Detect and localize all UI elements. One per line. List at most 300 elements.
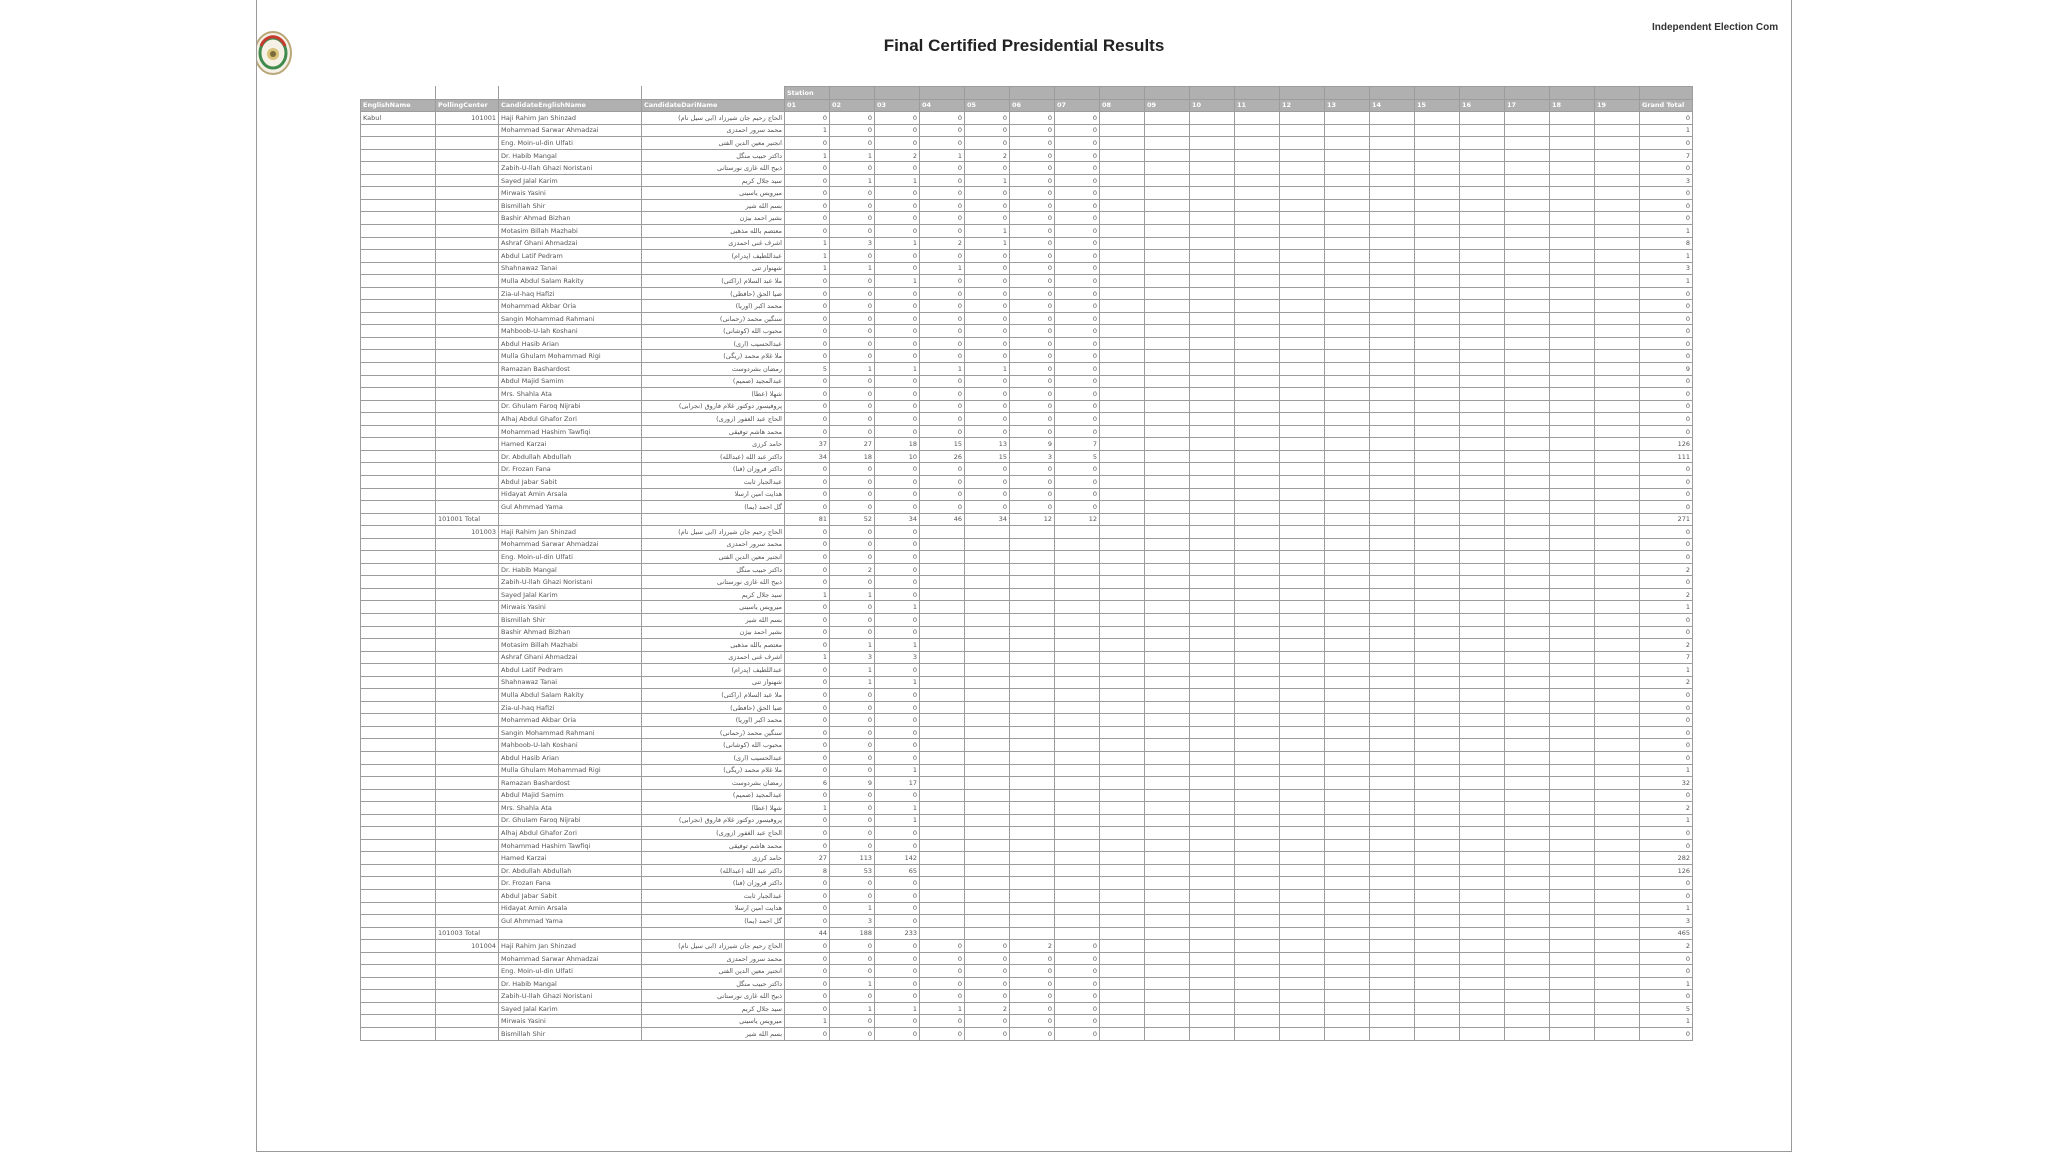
station-vote-cell: 0 bbox=[830, 739, 875, 752]
station-vote-cell bbox=[1145, 651, 1190, 664]
station-vote-cell bbox=[1325, 777, 1370, 790]
station-vote-cell bbox=[1415, 751, 1460, 764]
station-vote-cell: 0 bbox=[1055, 1015, 1100, 1028]
grand-total-cell: 0 bbox=[1640, 952, 1693, 965]
station-vote-cell bbox=[1280, 513, 1325, 526]
station-vote-cell bbox=[1415, 789, 1460, 802]
station-vote-cell bbox=[1145, 425, 1190, 438]
station-vote-cell: 3 bbox=[830, 651, 875, 664]
station-vote-cell bbox=[1595, 839, 1640, 852]
station-vote-cell bbox=[1505, 350, 1550, 363]
station-vote-cell bbox=[965, 802, 1010, 815]
station-vote-cell: 0 bbox=[785, 300, 830, 313]
station-vote-cell: 0 bbox=[785, 576, 830, 589]
province-cell bbox=[361, 501, 436, 514]
station-vote-cell bbox=[1145, 802, 1190, 815]
station-vote-cell bbox=[1190, 375, 1235, 388]
candidate-english-name bbox=[499, 513, 642, 526]
station-vote-cell: 0 bbox=[875, 890, 920, 903]
candidate-dari-name: ذبیح الله غازی نورستانی bbox=[642, 990, 785, 1003]
station-vote-cell bbox=[1100, 714, 1145, 727]
polling-center-total-label: 101003 Total bbox=[436, 927, 499, 940]
station-vote-cell bbox=[920, 877, 965, 890]
province-cell bbox=[361, 726, 436, 739]
province-cell bbox=[361, 375, 436, 388]
station-vote-cell bbox=[1190, 777, 1235, 790]
header-cell bbox=[875, 87, 920, 100]
grand-total-cell: 1 bbox=[1640, 814, 1693, 827]
station-vote-cell bbox=[1280, 124, 1325, 137]
station-vote-cell bbox=[1505, 877, 1550, 890]
province-cell bbox=[361, 475, 436, 488]
station-vote-cell bbox=[1235, 388, 1280, 401]
station-vote-cell: 52 bbox=[830, 513, 875, 526]
polling-center-cell bbox=[436, 576, 499, 589]
station-vote-cell: 0 bbox=[785, 764, 830, 777]
station-vote-cell: 0 bbox=[785, 990, 830, 1003]
polling-center-cell bbox=[436, 701, 499, 714]
station-vote-cell bbox=[1460, 977, 1505, 990]
station-vote-cell bbox=[1235, 739, 1280, 752]
station-vote-cell bbox=[1145, 225, 1190, 238]
column-header: 10 bbox=[1190, 99, 1235, 112]
station-vote-cell bbox=[1460, 225, 1505, 238]
station-vote-cell bbox=[1100, 676, 1145, 689]
station-vote-cell bbox=[1235, 626, 1280, 639]
station-vote-cell bbox=[1055, 751, 1100, 764]
header-cell bbox=[920, 87, 965, 100]
station-vote-cell bbox=[1595, 325, 1640, 338]
station-vote-cell bbox=[1010, 739, 1055, 752]
station-vote-cell bbox=[1280, 287, 1325, 300]
station-vote-cell bbox=[1145, 287, 1190, 300]
station-vote-cell: 0 bbox=[875, 425, 920, 438]
station-vote-cell: 3 bbox=[1010, 450, 1055, 463]
station-vote-cell bbox=[1280, 751, 1325, 764]
station-vote-cell bbox=[1190, 262, 1235, 275]
grand-total-cell: 2 bbox=[1640, 940, 1693, 953]
station-vote-cell: 0 bbox=[965, 162, 1010, 175]
station-vote-cell bbox=[1460, 312, 1505, 325]
candidate-english-name: Mohammad Akbar Oria bbox=[499, 300, 642, 313]
grand-total-cell: 0 bbox=[1640, 199, 1693, 212]
candidate-dari-name: ملا غلام محمد (ریگی) bbox=[642, 350, 785, 363]
polling-center-cell bbox=[436, 350, 499, 363]
province-cell bbox=[361, 701, 436, 714]
station-vote-cell bbox=[1190, 312, 1235, 325]
station-vote-cell bbox=[1145, 626, 1190, 639]
station-vote-cell: 0 bbox=[830, 325, 875, 338]
station-vote-cell bbox=[1010, 551, 1055, 564]
station-vote-cell: 0 bbox=[965, 187, 1010, 200]
station-vote-cell bbox=[1325, 199, 1370, 212]
station-vote-cell: 0 bbox=[1010, 174, 1055, 187]
polling-center-cell bbox=[436, 563, 499, 576]
candidate-english-name: Abdul Latif Pedram bbox=[499, 250, 642, 263]
station-vote-cell bbox=[1550, 990, 1595, 1003]
station-vote-cell bbox=[1370, 751, 1415, 764]
station-vote-cell bbox=[1190, 363, 1235, 376]
candidate-dari-name: عبدالجبار ثابت bbox=[642, 475, 785, 488]
station-vote-cell bbox=[1325, 463, 1370, 476]
station-vote-cell bbox=[1325, 751, 1370, 764]
station-vote-cell bbox=[1505, 225, 1550, 238]
station-vote-cell bbox=[1190, 902, 1235, 915]
station-vote-cell bbox=[1370, 588, 1415, 601]
station-vote-cell bbox=[1370, 739, 1415, 752]
station-vote-cell: 0 bbox=[1010, 112, 1055, 125]
station-vote-cell bbox=[1370, 915, 1415, 928]
station-vote-cell bbox=[1595, 977, 1640, 990]
grand-total-cell: 1 bbox=[1640, 764, 1693, 777]
candidate-dari-name: محمد هاشم توفیقی bbox=[642, 425, 785, 438]
table-row bbox=[361, 375, 1693, 388]
results-table bbox=[360, 86, 1693, 1041]
station-vote-cell: 0 bbox=[875, 526, 920, 539]
station-vote-cell bbox=[1370, 613, 1415, 626]
grand-total-cell: 0 bbox=[1640, 337, 1693, 350]
province-cell bbox=[361, 438, 436, 451]
station-vote-cell bbox=[1505, 563, 1550, 576]
province-cell bbox=[361, 990, 436, 1003]
station-vote-cell: 0 bbox=[830, 613, 875, 626]
station-vote-cell bbox=[1235, 664, 1280, 677]
station-vote-cell bbox=[1280, 199, 1325, 212]
station-vote-cell: 0 bbox=[785, 902, 830, 915]
candidate-english-name: Dr. Habib Mangal bbox=[499, 563, 642, 576]
station-vote-cell: 0 bbox=[830, 526, 875, 539]
station-vote-cell: 0 bbox=[875, 250, 920, 263]
station-vote-cell bbox=[1100, 501, 1145, 514]
station-vote-cell bbox=[1190, 764, 1235, 777]
station-vote-cell bbox=[1145, 137, 1190, 150]
station-vote-cell bbox=[1505, 839, 1550, 852]
station-vote-cell bbox=[1595, 225, 1640, 238]
station-vote-cell bbox=[1595, 475, 1640, 488]
station-vote-cell bbox=[1100, 626, 1145, 639]
station-vote-cell bbox=[1550, 162, 1595, 175]
station-vote-cell bbox=[1415, 287, 1460, 300]
station-vote-cell bbox=[1370, 639, 1415, 652]
station-vote-cell: 0 bbox=[965, 940, 1010, 953]
station-vote-cell: 1 bbox=[830, 262, 875, 275]
station-vote-cell: 12 bbox=[1010, 513, 1055, 526]
station-vote-cell bbox=[1235, 337, 1280, 350]
column-header: PollingCenter bbox=[436, 99, 499, 112]
station-vote-cell bbox=[1505, 425, 1550, 438]
province-cell bbox=[361, 149, 436, 162]
station-vote-cell bbox=[1595, 1028, 1640, 1041]
station-vote-cell bbox=[1505, 287, 1550, 300]
polling-center-cell bbox=[436, 639, 499, 652]
station-vote-cell bbox=[965, 588, 1010, 601]
province-cell bbox=[361, 1028, 436, 1041]
station-vote-cell bbox=[1235, 513, 1280, 526]
province-cell bbox=[361, 187, 436, 200]
station-vote-cell bbox=[1595, 965, 1640, 978]
station-vote-cell bbox=[1505, 388, 1550, 401]
station-vote-cell bbox=[1460, 363, 1505, 376]
column-header: 08 bbox=[1100, 99, 1145, 112]
polling-center-cell bbox=[436, 613, 499, 626]
station-vote-cell bbox=[1100, 777, 1145, 790]
table-row bbox=[361, 262, 1693, 275]
station-vote-cell bbox=[1460, 513, 1505, 526]
station-vote-cell bbox=[1280, 827, 1325, 840]
station-vote-cell: 0 bbox=[1010, 300, 1055, 313]
station-vote-cell bbox=[1460, 651, 1505, 664]
station-vote-cell bbox=[920, 714, 965, 727]
header-spacer bbox=[361, 87, 436, 100]
station-vote-cell bbox=[1325, 262, 1370, 275]
station-vote-cell bbox=[1595, 350, 1640, 363]
table-row bbox=[361, 576, 1693, 589]
station-vote-cell bbox=[1505, 613, 1550, 626]
station-vote-cell bbox=[1415, 626, 1460, 639]
station-vote-cell bbox=[1370, 839, 1415, 852]
candidate-english-name: Bismillah Shir bbox=[499, 1028, 642, 1041]
station-vote-cell: 0 bbox=[830, 287, 875, 300]
station-vote-cell bbox=[1370, 990, 1415, 1003]
grand-total-cell: 282 bbox=[1640, 852, 1693, 865]
station-vote-cell bbox=[1460, 664, 1505, 677]
grand-total-cell: 32 bbox=[1640, 777, 1693, 790]
header-cell bbox=[830, 87, 875, 100]
station-vote-cell bbox=[1460, 1028, 1505, 1041]
station-vote-cell: 0 bbox=[830, 990, 875, 1003]
station-vote-cell bbox=[1100, 551, 1145, 564]
station-vote-cell bbox=[1145, 777, 1190, 790]
province-cell bbox=[361, 651, 436, 664]
station-vote-cell bbox=[1010, 927, 1055, 940]
station-vote-cell bbox=[1055, 877, 1100, 890]
station-vote-cell bbox=[1100, 764, 1145, 777]
station-vote-cell: 0 bbox=[1010, 363, 1055, 376]
station-vote-cell bbox=[1460, 726, 1505, 739]
polling-center-total-label: 101001 Total bbox=[436, 513, 499, 526]
station-vote-cell: 0 bbox=[785, 388, 830, 401]
station-vote-cell: 0 bbox=[1055, 124, 1100, 137]
station-vote-cell: 0 bbox=[1010, 388, 1055, 401]
station-vote-cell: 0 bbox=[1055, 413, 1100, 426]
candidate-english-name: Zabih-U-llah Ghazi Noristani bbox=[499, 990, 642, 1003]
station-vote-cell bbox=[1145, 864, 1190, 877]
station-vote-cell: 1 bbox=[965, 363, 1010, 376]
station-vote-cell bbox=[1100, 438, 1145, 451]
table-row bbox=[361, 501, 1693, 514]
station-vote-cell bbox=[1235, 940, 1280, 953]
table-row bbox=[361, 802, 1693, 815]
station-vote-cell: 0 bbox=[920, 312, 965, 325]
station-vote-cell bbox=[1325, 576, 1370, 589]
table-row bbox=[361, 902, 1693, 915]
station-vote-cell: 81 bbox=[785, 513, 830, 526]
grand-total-cell: 0 bbox=[1640, 739, 1693, 752]
province-cell bbox=[361, 124, 436, 137]
station-vote-cell: 1 bbox=[965, 237, 1010, 250]
station-vote-cell bbox=[1235, 651, 1280, 664]
station-vote-cell bbox=[1505, 902, 1550, 915]
station-vote-cell: 0 bbox=[1055, 940, 1100, 953]
grand-total-cell: 1 bbox=[1640, 664, 1693, 677]
station-vote-cell bbox=[1370, 450, 1415, 463]
station-vote-cell bbox=[1370, 162, 1415, 175]
station-vote-cell bbox=[1280, 852, 1325, 865]
station-vote-cell bbox=[1235, 551, 1280, 564]
station-vote-cell bbox=[920, 915, 965, 928]
header-cell bbox=[1460, 87, 1505, 100]
station-vote-cell bbox=[1595, 952, 1640, 965]
station-vote-cell bbox=[1145, 739, 1190, 752]
station-vote-cell bbox=[1235, 250, 1280, 263]
station-vote-cell bbox=[1100, 287, 1145, 300]
station-vote-cell: 0 bbox=[785, 613, 830, 626]
station-vote-cell bbox=[1145, 1002, 1190, 1015]
station-vote-cell bbox=[1325, 425, 1370, 438]
station-vote-cell bbox=[920, 764, 965, 777]
station-vote-cell bbox=[1460, 325, 1505, 338]
candidate-dari-name: داکتر حبیب منگل bbox=[642, 563, 785, 576]
candidate-dari-name: ملا غلام محمد (ریگی) bbox=[642, 764, 785, 777]
station-vote-cell bbox=[1550, 613, 1595, 626]
station-vote-cell bbox=[965, 563, 1010, 576]
station-vote-cell bbox=[1010, 877, 1055, 890]
station-vote-cell bbox=[1145, 827, 1190, 840]
station-vote-cell: 0 bbox=[875, 689, 920, 702]
station-vote-cell bbox=[1100, 312, 1145, 325]
station-vote-cell bbox=[1370, 538, 1415, 551]
station-vote-cell bbox=[1595, 764, 1640, 777]
station-vote-cell: 0 bbox=[785, 551, 830, 564]
station-vote-cell bbox=[1325, 563, 1370, 576]
station-vote-cell: 0 bbox=[1055, 990, 1100, 1003]
candidate-dari-name: بشیر احمد بیژن bbox=[642, 212, 785, 225]
table-row bbox=[361, 275, 1693, 288]
station-vote-cell bbox=[1280, 890, 1325, 903]
station-vote-cell bbox=[1460, 174, 1505, 187]
station-vote-cell bbox=[1460, 488, 1505, 501]
station-vote-cell bbox=[1055, 613, 1100, 626]
station-vote-cell bbox=[1505, 312, 1550, 325]
station-vote-cell bbox=[1100, 463, 1145, 476]
station-vote-cell bbox=[1235, 1028, 1280, 1041]
station-vote-cell: 0 bbox=[875, 501, 920, 514]
station-vote-cell bbox=[1280, 375, 1325, 388]
station-vote-cell bbox=[1505, 664, 1550, 677]
station-vote-cell: 0 bbox=[1010, 325, 1055, 338]
station-vote-cell bbox=[1505, 639, 1550, 652]
candidate-english-name: Sayed Jalal Karim bbox=[499, 174, 642, 187]
station-vote-cell bbox=[1325, 337, 1370, 350]
table-row bbox=[361, 689, 1693, 702]
station-vote-cell bbox=[1550, 1028, 1595, 1041]
station-vote-cell bbox=[1415, 237, 1460, 250]
polling-center-cell bbox=[436, 827, 499, 840]
station-vote-cell bbox=[1415, 1002, 1460, 1015]
header-cell bbox=[1325, 87, 1370, 100]
station-vote-cell bbox=[1100, 174, 1145, 187]
station-vote-cell bbox=[1550, 463, 1595, 476]
station-vote-cell: 0 bbox=[1010, 488, 1055, 501]
station-vote-cell bbox=[1415, 501, 1460, 514]
station-vote-cell: 0 bbox=[830, 1028, 875, 1041]
station-vote-cell bbox=[1145, 312, 1190, 325]
station-vote-cell: 0 bbox=[875, 287, 920, 300]
station-vote-cell bbox=[1145, 375, 1190, 388]
station-vote-cell bbox=[1460, 576, 1505, 589]
table-row bbox=[361, 563, 1693, 576]
table-row bbox=[361, 199, 1693, 212]
station-vote-cell bbox=[965, 877, 1010, 890]
station-vote-cell bbox=[1595, 664, 1640, 677]
station-vote-cell bbox=[1415, 149, 1460, 162]
station-vote-cell bbox=[1550, 827, 1595, 840]
station-vote-cell: 0 bbox=[965, 463, 1010, 476]
station-vote-cell: 0 bbox=[785, 538, 830, 551]
station-vote-cell bbox=[1145, 814, 1190, 827]
candidate-dari-name: محمد اکبر (اوریا) bbox=[642, 300, 785, 313]
station-vote-cell bbox=[1280, 149, 1325, 162]
candidate-dari-name: بسم الله شیر bbox=[642, 613, 785, 626]
station-vote-cell: 0 bbox=[920, 337, 965, 350]
station-vote-cell: 0 bbox=[785, 839, 830, 852]
station-vote-cell bbox=[1325, 613, 1370, 626]
station-vote-cell bbox=[1190, 890, 1235, 903]
station-vote-cell bbox=[1460, 463, 1505, 476]
candidate-english-name: Dr. Habib Mangal bbox=[499, 149, 642, 162]
station-vote-cell bbox=[1370, 764, 1415, 777]
station-vote-cell: 0 bbox=[830, 375, 875, 388]
station-vote-cell bbox=[1550, 551, 1595, 564]
candidate-dari-name: الحاج عبد الغفور (زوری) bbox=[642, 413, 785, 426]
grand-total-cell: 271 bbox=[1640, 513, 1693, 526]
candidate-dari-name: عبدالحسیب (اری) bbox=[642, 337, 785, 350]
grand-total-cell: 0 bbox=[1640, 375, 1693, 388]
station-vote-cell bbox=[1595, 751, 1640, 764]
station-vote-cell: 0 bbox=[875, 613, 920, 626]
station-vote-cell bbox=[1145, 551, 1190, 564]
station-vote-cell bbox=[1370, 187, 1415, 200]
grand-total-cell: 0 bbox=[1640, 187, 1693, 200]
polling-center-cell bbox=[436, 664, 499, 677]
station-vote-cell: 1 bbox=[875, 764, 920, 777]
polling-center-cell bbox=[436, 1002, 499, 1015]
station-vote-cell: 1 bbox=[875, 814, 920, 827]
station-vote-cell bbox=[1415, 576, 1460, 589]
table-row bbox=[361, 739, 1693, 752]
table-row bbox=[361, 312, 1693, 325]
station-vote-cell bbox=[1100, 927, 1145, 940]
station-vote-cell bbox=[1415, 890, 1460, 903]
station-vote-cell bbox=[1010, 563, 1055, 576]
station-vote-cell bbox=[1595, 789, 1640, 802]
candidate-dari-name: شهنواز تنی bbox=[642, 676, 785, 689]
station-vote-cell: 1 bbox=[920, 363, 965, 376]
station-vote-cell: 0 bbox=[965, 977, 1010, 990]
station-vote-cell bbox=[1325, 714, 1370, 727]
polling-center-cell bbox=[436, 275, 499, 288]
station-header: Station bbox=[785, 87, 830, 100]
station-vote-cell bbox=[1235, 965, 1280, 978]
station-vote-cell bbox=[1190, 438, 1235, 451]
column-header: 07 bbox=[1055, 99, 1100, 112]
station-vote-cell bbox=[1370, 952, 1415, 965]
subtotal-row bbox=[361, 513, 1693, 526]
station-vote-cell bbox=[965, 864, 1010, 877]
station-vote-cell: 0 bbox=[965, 400, 1010, 413]
station-vote-cell bbox=[1325, 174, 1370, 187]
station-vote-cell bbox=[1505, 726, 1550, 739]
